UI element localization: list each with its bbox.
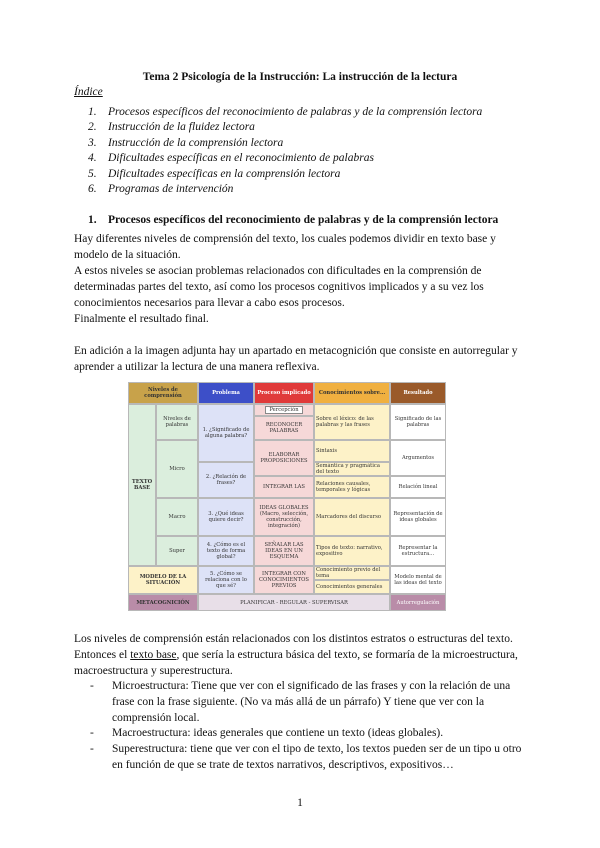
fig-problema-3: 3. ¿Qué ideas quiere decir? (198, 498, 254, 536)
fig-resultado-modelo: Modelo mental de las ideas del texto (390, 566, 446, 594)
fig-level-super: Super (156, 536, 198, 566)
fig-resultado-lineal: Relación lineal (390, 476, 446, 498)
fig-header-proceso: Proceso implicado (254, 382, 314, 404)
fig-resultado-globales: Representación de ideas globales (390, 498, 446, 536)
fig-conoc-sintaxis: Sintaxis (314, 440, 390, 462)
fig-problema-5: 5. ¿Cómo se relaciona con lo que sé? (198, 566, 254, 594)
table-of-contents (88, 105, 482, 197)
fig-conoc-generales: Conocimientos generales (314, 580, 390, 594)
fig-level-macro: Macro (156, 498, 198, 536)
page-number: 1 (297, 797, 303, 809)
toc-item[interactable]: 2. Instrucción de la fluidez lectora (88, 121, 255, 134)
fig-conoc-lexico: Sobre el léxico: de las palabras y las frases (314, 404, 390, 440)
document-title: Tema 2 Psicología de la Instrucción: La instrucción de la lectura (142, 71, 458, 83)
fig-proceso-ideas: IDEAS GLOBALES (Macro, selección, construcción, integración) (254, 498, 314, 536)
fig-level-modelo: MODELO DE LA SITUACIÓN (128, 566, 198, 594)
fig-level-micro: Micro (156, 440, 198, 498)
fig-conoc-semantica: Semántica y pragmática del texto (314, 462, 390, 476)
fig-resultado-estructura: Representar la estructura… (390, 536, 446, 566)
fig-proceso-elaborar: ELABORAR PROPOSICIONES (254, 440, 314, 476)
comprehension-levels-figure (128, 382, 446, 611)
fig-resultado-palabras: Significado de las palabras (390, 404, 446, 440)
fig-proceso-reconocer: RECONOCER PALABRAS (254, 416, 314, 440)
fig-level-texto-base: TEXTO BASE (128, 404, 156, 566)
fig-proceso-integrar: INTEGRAR LAS (254, 476, 314, 498)
texto-base-link[interactable]: texto base (130, 648, 177, 661)
section-heading: 1. Procesos específicos del reconocimiento de palabras y de la comprensión lectora (88, 214, 499, 226)
structure-list (90, 679, 526, 774)
toc-item[interactable]: 3. Instrucción de la comprensión lectora (88, 136, 284, 149)
paragraph: Los niveles de comprensión están relacionados con los distintos estratos o estructuras del texto. Entonces el texto base, que sería la estructura básica del texto, se formaría de la microestructura, macroestructura y superestructura. (74, 633, 518, 677)
fig-proceso-planificar: PLANIFICAR - REGULAR - SUPERVISAR (198, 594, 390, 611)
fig-problema-1: 1. ¿Significado de alguna palabra? (198, 404, 254, 462)
fig-problema-2: 2. ¿Relación de frases? (198, 462, 254, 498)
fig-proceso-percepcion: Percepción (254, 404, 314, 416)
toc-item[interactable]: 5. Dificultades específicas en la comprensión lectora (88, 167, 341, 180)
fig-conoc-previo: Conocimiento previo del tema (314, 566, 390, 580)
fig-header-niveles: Niveles de comprensión (128, 382, 198, 404)
fig-level-metacognicion: METACOGNICIÓN (128, 594, 198, 611)
fig-proceso-integrar-previos: INTEGRAR CON CONOCIMIENTOS PREVIOS (254, 566, 314, 594)
fig-resultado-argumentos: Argumentos (390, 440, 446, 476)
fig-header-resultado: Resultado (390, 382, 446, 404)
fig-conoc-relaciones: Relaciones causales, temporales y lógicas (314, 476, 390, 498)
paragraph: Finalmente el resultado final. (74, 313, 209, 325)
list-item: - Microestructura: Tiene que ver con el significado de las frases y con la relación de una frase con la frase siguiente. (No va más allá de un párrafo) Y tiene que ver con la comprensión local. (90, 679, 526, 726)
paragraph: Hay diferentes niveles de comprensión del texto, los cuales podemos dividir en texto base y modelo de la situación. (74, 233, 496, 261)
fig-conoc-marcadores: Marcadores del discurso (314, 498, 390, 536)
list-item: - Superestructura: tiene que ver con el tipo de texto, los textos pueden ser de un tipo u otro en función de que se trate de textos narrativos, descriptivos, expositivos… (90, 742, 526, 774)
fig-header-problema: Problema (198, 382, 254, 404)
fig-proceso-senalar: SEÑALAR LAS IDEAS EN UN ESQUEMA (254, 536, 314, 566)
toc-item[interactable]: 4. Dificultades específicas en el reconocimiento de palabras (88, 152, 374, 165)
toc-item[interactable]: 1. Procesos específicos del reconocimiento de palabras y de la comprensión lectora (88, 106, 483, 118)
fig-level-palabras: Niveles de palabras (156, 404, 198, 440)
fig-problema-4: 4. ¿Cómo es el texto de forma global? (198, 536, 254, 566)
index-label: Índice (74, 86, 103, 98)
paragraph: En adición a la imagen adjunta hay un apartado en metacognición que consiste en autorregular y aprender a utilizar la lectura de una manera reflexiva. (74, 345, 518, 373)
fig-header-conocimientos: Conocimientos sobre… (314, 382, 390, 404)
paragraph: A estos niveles se asocian problemas relacionados con dificultades en la comprensión de determinadas partes del texto, así como los procesos cognitivos implicados y a su vez los conocimientos necesarios para llevar a cabo esos procesos. (74, 265, 484, 309)
toc-item[interactable]: 6. Programas de intervención (88, 182, 234, 195)
list-item: - Macroestructura: ideas generales que contiene un texto (ideas globales). (90, 726, 526, 742)
fig-conoc-tipos: Tipos de texto: narrativo, expositivo (314, 536, 390, 566)
fig-resultado-autorregulacion: Autorregulación (390, 594, 446, 611)
